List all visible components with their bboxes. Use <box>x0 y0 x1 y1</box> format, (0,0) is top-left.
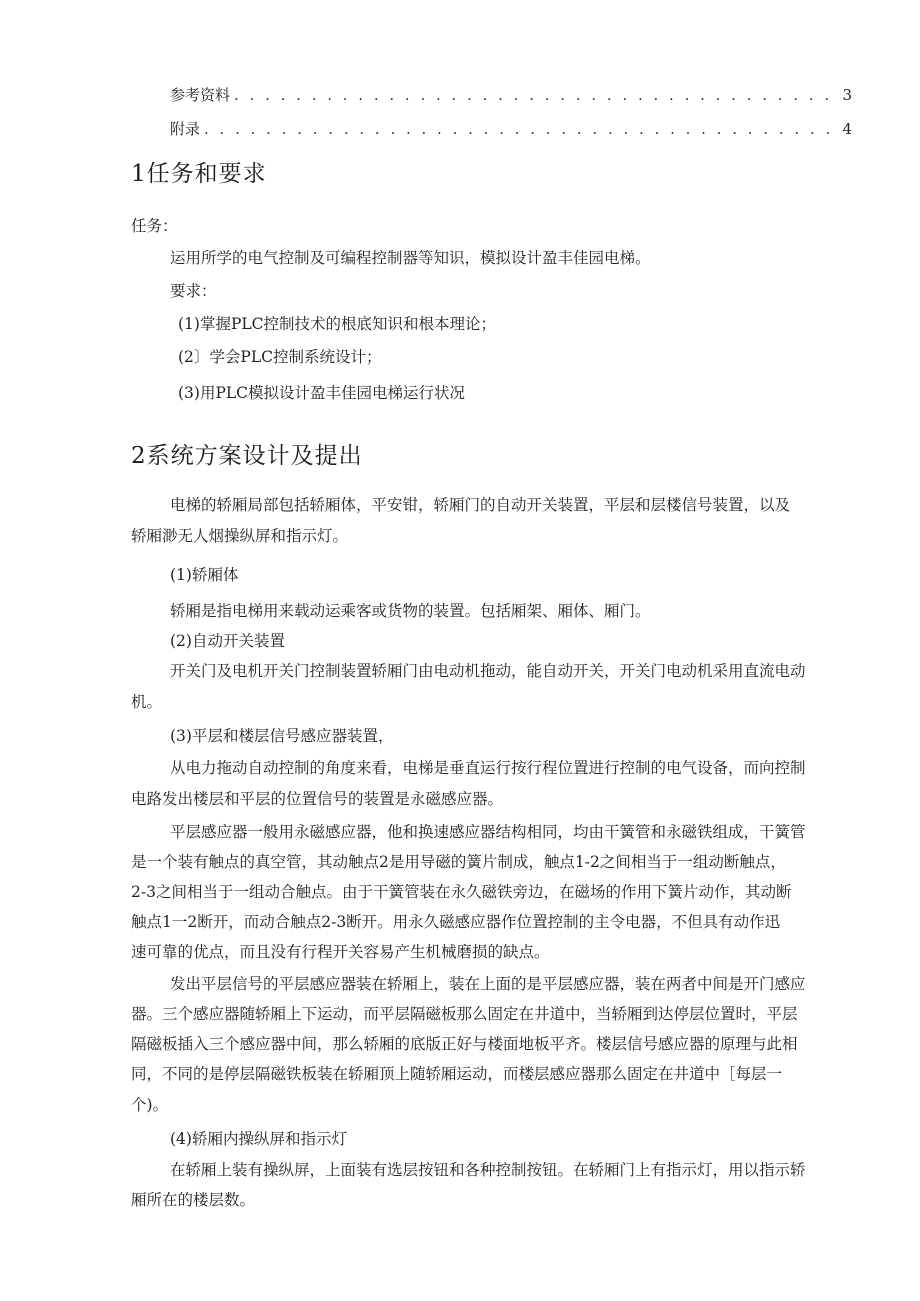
toc-entry[interactable] <box>170 84 852 108</box>
task-label: 任务： <box>131 217 178 235</box>
paragraph-line: 轿厢是指电梯用来载动运乘客或货物的装置。包括厢架、厢体、厢门。 <box>170 602 651 620</box>
subsection-title: (3)平层和楼层信号感应器装置， <box>170 727 394 745</box>
task-text: 运用所学的电气控制及可编程控制器等知识，模拟设计盈丰佳园电梯。 <box>170 249 651 267</box>
paragraph-line: 器。三个感应器随轿厢上下运动，而平层隔磁板那么固定在井道中，当轿厢到达停层位置时，平层 <box>131 1005 798 1023</box>
section-heading: 1任务和要求 <box>131 161 267 187</box>
paragraph-line: 机。 <box>131 693 163 711</box>
paragraph-line: 轿厢渺无人烟操纵屏和指示灯。 <box>131 527 349 545</box>
requirement-item: (2〕学会PLC控制系统设计； <box>178 348 382 366</box>
requirement-item: (1)掌握PLC控制技术的根底知识和根本理论； <box>178 315 497 333</box>
toc-leader <box>234 86 838 104</box>
toc-entry-page: 4 <box>842 120 852 138</box>
paragraph-line: 是一个装有触点的真空管，其动触点2是用导磁的簧片制成，触点1-2之间相当于一组动断触点， <box>131 853 786 871</box>
requirement-label: 要求： <box>170 282 217 300</box>
paragraph-line: 平层感应器一般用永磁感应器，他和换速感应器结构相同，均由干簧管和永磁铁组成，干簧管 <box>170 823 806 841</box>
requirement-item: (3)用PLC模拟设计盈丰佳园电梯运行状况 <box>178 384 466 402</box>
paragraph-line: 隔磁板插入三个感应器中间，那么轿厢的底版正好与楼面地板平齐。楼层信号感应器的原理与此相 <box>131 1035 798 1053</box>
paragraph-line: 发出平层信号的平层感应器装在轿厢上，装在上面的是平层感应器，装在两者中间是开门感应 <box>170 975 806 993</box>
paragraph-line: 电路发出楼层和平层的位置信号的装置是永磁感应器。 <box>131 790 504 808</box>
paragraph-line: 开关门及电机开关门控制装置轿厢门由电动机拖动，能自动开关，开关门电动机采用直流电动 <box>170 662 806 680</box>
subsection-title: (4)轿厢内操纵屏和指示灯 <box>170 1130 347 1148</box>
paragraph-line: 速可靠的优点，而且没有行程开关容易产生机械磨损的缺点。 <box>131 943 550 961</box>
toc-entry[interactable] <box>170 118 852 142</box>
paragraph-line: 在轿厢上装有操纵屏，上面装有选层按钮和各种控制按钮。在轿厢门上有指示灯，用以指示轿 <box>170 1161 806 1179</box>
paragraph-line: 触点1一2断开，而动合触点2-3断开。用永久磁感应器作位置控制的主令电器，不但具有动作迅 <box>131 913 781 931</box>
paragraph-line: 2-3之间相当于一组动合触点。由于干簧管装在永久磁铁旁边，在磁场的作用下簧片动作，其动断 <box>131 883 792 901</box>
paragraph-line: 同，不同的是停层隔磁铁板装在轿厢顶上随轿厢运动，而楼层感应器那么固定在井道中［每层一 <box>131 1065 783 1083</box>
subsection-title: (1)轿厢体 <box>170 566 239 584</box>
toc-entry-label: 附录 <box>170 120 201 138</box>
paragraph-line: 个)。 <box>131 1096 169 1114</box>
paragraph-line: 从电力拖动自动控制的角度来看，电梯是垂直运行按行程位置进行控制的电气设备，而向控制 <box>170 759 806 777</box>
subsection-title: (2)自动开关装置 <box>170 632 285 650</box>
toc-leader <box>204 120 838 138</box>
toc-entry-label: 参考资料 <box>170 86 231 104</box>
paragraph-line: 电梯的轿厢局部包括轿厢体，平安钳，轿厢门的自动开关装置，平层和层楼信号装置，以及 <box>170 496 791 514</box>
section-heading: 2系统方案设计及提出 <box>131 443 363 469</box>
paragraph-line: 厢所在的楼层数。 <box>131 1191 256 1209</box>
toc-entry-page: 3 <box>842 86 852 104</box>
